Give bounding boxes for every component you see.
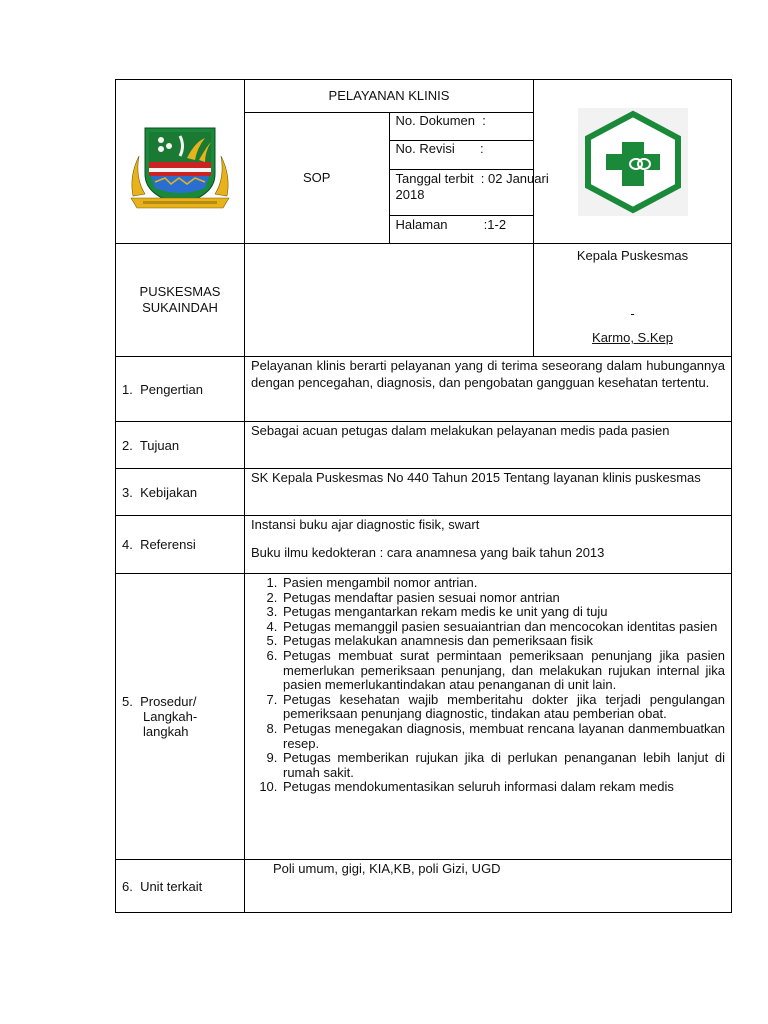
- tujuan-text: Sebagai acuan petugas dalam melakukan pelayanan medis pada pasien: [245, 422, 732, 469]
- prosedur-steps-list: [245, 576, 725, 795]
- header-middle-cell: [245, 80, 549, 244]
- prosedur-label-cont: Langkah-: [143, 709, 198, 724]
- header-info-table: [245, 80, 549, 243]
- halaman-field: Halaman :1-2: [395, 217, 507, 232]
- prosedur-step: 7. Petugas kesehatan wajib memberitahu dokter jika terjadi pengulangan pemeriksaan penunjang diagnostic, tindakan atau pemberian obat.: [281, 693, 725, 722]
- empty-middle-cell: [245, 244, 534, 357]
- prosedur-step: 8. Petugas menegakan diagnosis, membuat rencana layanan danmembuatkan resep.: [281, 722, 725, 751]
- sop-table: [115, 79, 732, 913]
- prosedur-label: 5. Prosedur/: [122, 694, 197, 709]
- prosedur-label-cell: [116, 574, 245, 860]
- referensi-label: 4. Referensi: [116, 516, 245, 574]
- right-logo-cell: [534, 80, 732, 244]
- kebijakan-text: SK Kepala Puskesmas No 440 Tahun 2015 Tentang layanan klinis puskesmas: [245, 469, 732, 516]
- referensi-item: Buku ilmu kedokteran : cara anamnesa yang baik tahun 2013: [251, 545, 605, 560]
- org-name-line1: PUSKESMAS: [139, 284, 221, 299]
- kebijakan-label: 3. Kebijakan: [116, 469, 245, 516]
- referensi-item: Instansi buku ajar diagnostic fisik, swart: [251, 517, 480, 532]
- kepala-title: Kepala Puskesmas: [576, 248, 689, 263]
- unit-text: Poli umum, gigi, KIA,KB, poli Gizi, UGD: [245, 860, 732, 913]
- tanggal-terbit-field: Tanggal terbit : 02 Januari: [395, 171, 549, 186]
- prosedur-step: 4. Petugas memanggil pasien sesuaiantrian dan mencocokan identitas pasien: [281, 620, 725, 635]
- pengertian-label: 1. Pengertian: [116, 357, 245, 422]
- no-revisi-field: No. Revisi :: [395, 141, 484, 156]
- tanggal-terbit-year: 2018: [395, 187, 425, 202]
- prosedur-step: 6. Petugas membuat surat permintaan pemeriksaan penunjang jika pasien memerlukan pemeriksaan penunjang, dan melakukan rujukan internal jika pasien memerlukantindakan atau penanganan di unit lain.: [281, 649, 725, 693]
- prosedur-step: 2. Petugas mendaftar pasien sesuai nomor antrian: [281, 591, 725, 606]
- prosedur-step: 5. Petugas melakukan anamnesis dan pemeriksaan fisik: [281, 634, 725, 649]
- document-title: PELAYANAN KLINIS: [328, 88, 450, 103]
- regional-emblem-logo: [125, 116, 235, 216]
- tujuan-label: 2. Tujuan: [116, 422, 245, 469]
- puskesmas-logo: [578, 108, 688, 216]
- org-name-cell: [116, 244, 245, 357]
- no-dokumen-field: No. Dokumen :: [395, 113, 486, 128]
- sop-document: [115, 79, 731, 913]
- signatory-name: Karmo, S.Kep: [592, 330, 673, 345]
- prosedur-step: 3. Petugas mengantarkan rekam medis ke unit yang di tuju: [281, 605, 725, 620]
- puskesmas-logo-frame: [578, 108, 688, 216]
- org-name-line2: SUKAINDAH: [142, 300, 218, 315]
- unit-label: 6. Unit terkait: [116, 860, 245, 913]
- prosedur-step: 9. Petugas memberikan rujukan jika di perlukan penanganan lebih lanjut di rumah sakit.: [281, 751, 725, 780]
- referensi-cell: [245, 516, 732, 574]
- prosedur-step: 10. Petugas mendokumentasikan seluruh informasi dalam rekam medis: [281, 780, 725, 795]
- pengertian-text: Pelayanan klinis berarti pelayanan yang di terima seseorang dalam hubungannya dengan pencegahan, diagnosis, dan pengobatan gangguan kesehatan tertentu.: [245, 357, 732, 422]
- sop-label: SOP: [303, 170, 331, 185]
- prosedur-steps-cell: [245, 574, 732, 860]
- left-logo-cell: [116, 80, 245, 244]
- prosedur-step: 1. Pasien mengambil nomor antrian.: [281, 576, 725, 591]
- prosedur-label-cont: langkah: [143, 724, 189, 739]
- signature-dash: -: [630, 306, 635, 321]
- signature-cell: [534, 244, 732, 357]
